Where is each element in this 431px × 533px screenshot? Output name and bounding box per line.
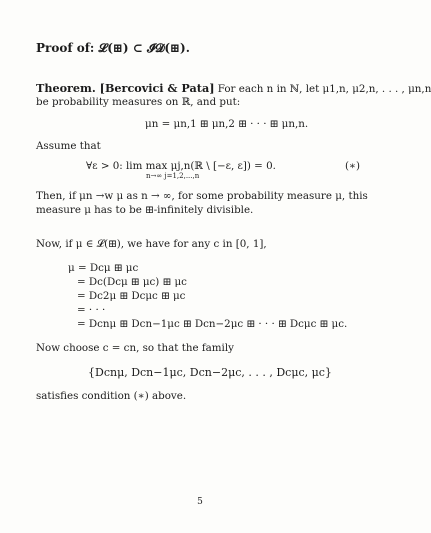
family-set: {Dcnμ, Dcn−1μc, Dcn−2μc, . . . , Dcμc, μc}: [88, 366, 332, 379]
choose-line: Now choose c = cn, so that the family: [36, 342, 234, 354]
theorem-text-1: For each n in ℕ, let μ1,n, μ2,n, . . . , μn,n: [217, 83, 431, 95]
now-line: Now, if μ ∈ 𝓛(⊞), we have for any c in [0, 1],: [36, 238, 267, 250]
theorem-line-2: be probability measures on ℝ, and put:: [36, 96, 241, 108]
page-number: 5: [197, 497, 203, 507]
assume-text: Assume that: [36, 140, 101, 152]
equation-condition: ∀ε > 0: lim max μj,n(ℝ \ [−ε, ε]) = 0.: [86, 160, 276, 172]
chain-line-1: μ = Dcμ ⊞ μc: [68, 262, 139, 274]
then-line-2: measure μ has to be ⊞-infinitely divisible.: [36, 204, 254, 216]
chain-line-2: = Dc(Dcμ ⊞ μc) ⊞ μc: [77, 276, 187, 288]
theorem-line-1: [36, 82, 431, 96]
theorem-heading: Theorem. [Bercovici & Pata]: [36, 81, 215, 95]
then-line-1: Then, if μn →w μ as n → ∞, for some probability measure μ, this: [36, 190, 368, 202]
equation-condition-subscripts: n→∞ j=1,2,...,n: [146, 172, 200, 180]
chain-line-3: = Dc2μ ⊞ Dcμc ⊞ μc: [77, 290, 186, 302]
chain-line-5: = Dcnμ ⊞ Dcn−1μc ⊞ Dcn−2μc ⊞ · · · ⊞ Dcμc ⊞ μc.: [77, 318, 348, 330]
equation-tag: (∗): [345, 160, 361, 172]
chain-line-4: = · · ·: [77, 304, 106, 316]
equation-mu-n: μn = μn,1 ⊞ μn,2 ⊞ · · · ⊞ μn,n.: [145, 118, 309, 130]
proof-heading: Proof of: 𝓛(⊞) ⊂ 𝓘𝓓(⊞).: [36, 41, 190, 55]
satisfies-line: satisfies condition (∗) above.: [36, 390, 187, 402]
